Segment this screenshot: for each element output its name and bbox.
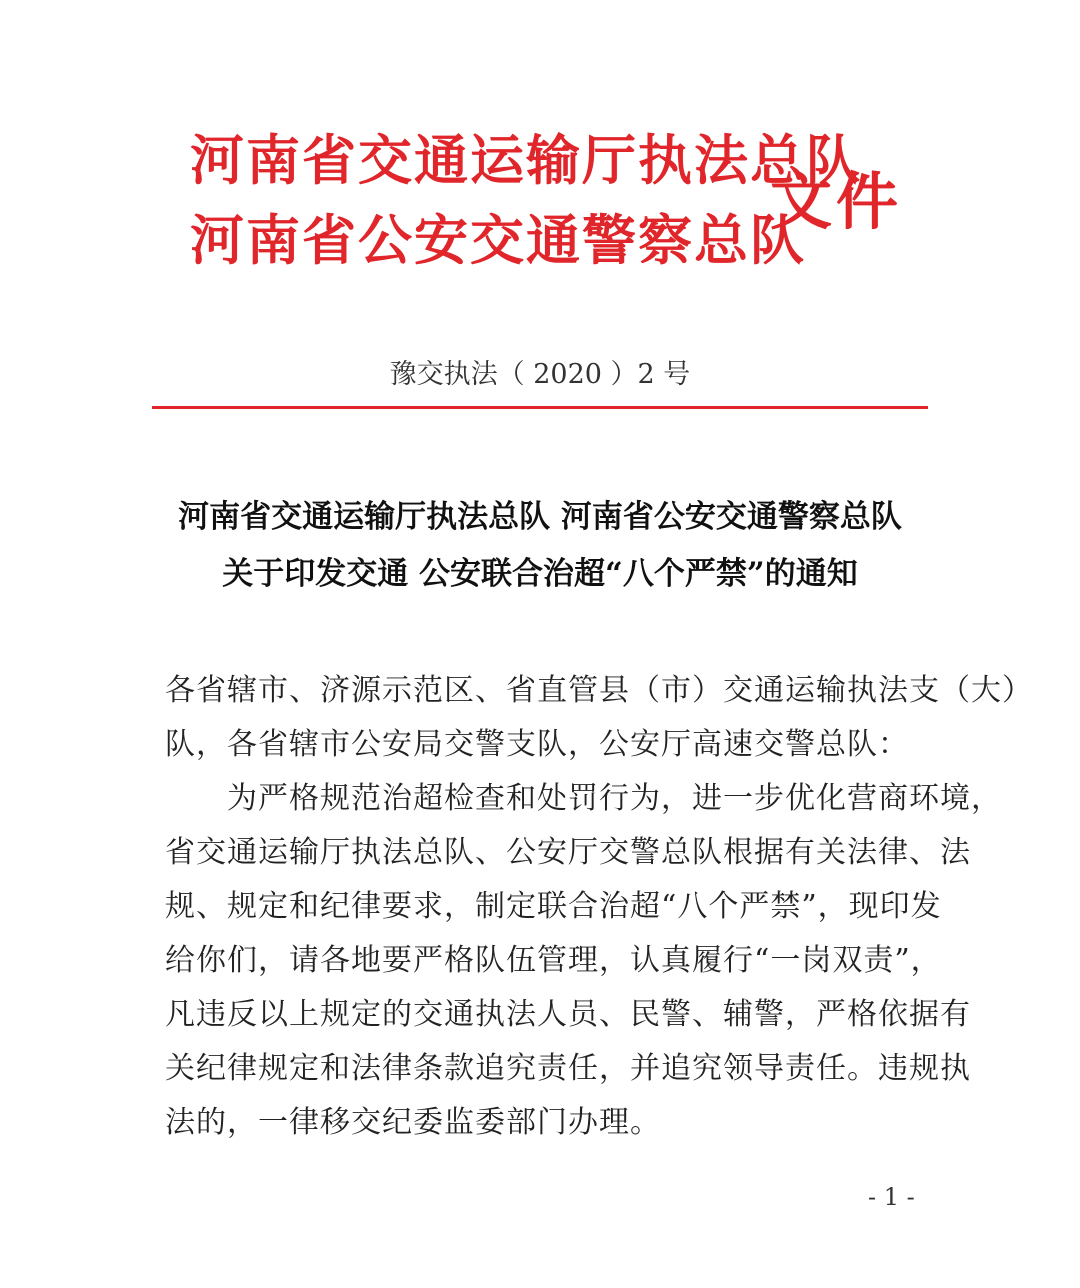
- body-line: 规、规定和纪律要求，制定联合治超“八个严禁”，现印发: [165, 889, 942, 924]
- page-number: - 1 -: [868, 1183, 915, 1211]
- body-line: 关纪律规定和法律条款追究责任，并追究领导责任。违规执: [165, 1051, 971, 1086]
- notice-title-line-1: 河南省交通运输厅执法总队 河南省公安交通警察总队: [178, 499, 902, 535]
- document-number: 豫交执法（ 2020 ）2 号: [389, 359, 691, 390]
- body-line: 给你们，请各地要严格队伍管理，认真履行“一岗双责”，: [165, 943, 942, 978]
- body-line: 法的，一律移交纪委监委部门办理。: [165, 1105, 661, 1140]
- issuer-name-police: 河南省公安交通警察总队: [190, 209, 806, 272]
- issuer-name-transport: 河南省交通运输厅执法总队: [190, 129, 862, 192]
- notice-body: [165, 664, 1033, 1150]
- body-line: 省交通运输厅执法总队、公安厅交警总队根据有关法律、法: [165, 835, 971, 870]
- document-label: 文件: [770, 165, 903, 238]
- body-line: 凡违反以上规定的交通执法人员、民警、辅警，严格依据有: [165, 997, 971, 1032]
- red-divider: [152, 406, 928, 409]
- addressee-line: 队，各省辖市公安局交警支队，公安厅高速交警总队：: [165, 727, 909, 762]
- body-line: 为严格规范治超检查和处罚行为，进一步优化营商环境，: [227, 781, 1002, 816]
- addressee-line: 各省辖市、济源示范区、省直管县（市）交通运输执法支（大）: [165, 673, 1033, 708]
- notice-title-line-2: 关于印发交通 公安联合治超“八个严禁”的通知: [222, 556, 858, 592]
